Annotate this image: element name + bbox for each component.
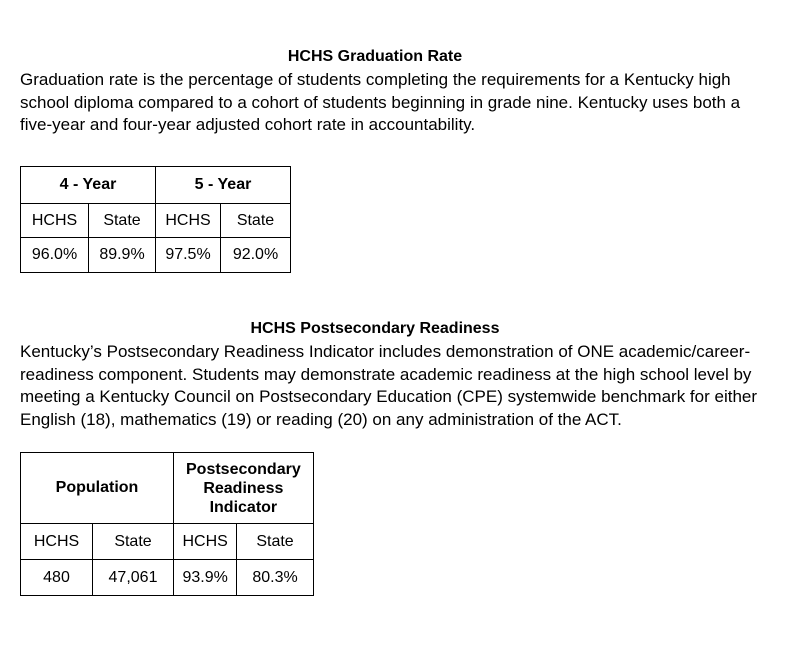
subheader-hchs-population: HCHS [21, 524, 93, 560]
graduation-table [20, 166, 291, 273]
value-state-population: 47,061 [93, 560, 174, 596]
readiness-section [20, 319, 760, 586]
value-hchs-5yr: 97.5% [156, 238, 221, 273]
value-hchs-4yr: 96.0% [21, 238, 89, 273]
value-state-5yr: 92.0% [221, 238, 291, 273]
subheader-hchs-5yr: HCHS [156, 204, 221, 238]
group-header-5-year: 5 - Year [156, 167, 291, 204]
value-hchs-population: 480 [21, 560, 93, 596]
value-hchs-indicator: 93.9% [174, 560, 237, 596]
value-state-indicator: 80.3% [237, 560, 313, 596]
table-header-row [21, 167, 291, 204]
group-header-population: Population [21, 453, 174, 524]
group-header-readiness-indicator: Postsecondary Readiness Indicator [174, 453, 314, 524]
table-subheader-row [21, 524, 314, 560]
readiness-description: Kentucky’s Postsecondary Readiness Indicator includes demonstration of ONE academic/career-readiness component. Students may demonstrate academic readiness at the high school level by meeting a Kentucky Council on Postsecondary Education (CPE) systemwide benchmark for either English (18), mathematics (19) or reading (20) on any administration of the ACT. [20, 342, 758, 429]
subheader-state-indicator: State [237, 524, 313, 560]
subheader-state-population: State [93, 524, 174, 560]
graduation-description: Graduation rate is the percentage of students completing the requirements for a Kentucky high school diploma compared to a cohort of students beginning in grade nine. Kentucky uses both a five-year and four-year adjusted cohort rate in accountability. [20, 70, 741, 134]
subheader-hchs-4yr: HCHS [21, 204, 89, 238]
subheader-state-5yr: State [221, 204, 291, 238]
group-header-4-year: 4 - Year [21, 167, 156, 204]
graduation-title: HCHS Graduation Rate [287, 48, 463, 65]
subheader-state-4yr: State [89, 204, 156, 238]
table-subheader-row [21, 204, 291, 238]
table-row [21, 560, 314, 596]
subheader-hchs-indicator: HCHS [174, 524, 237, 560]
graduation-section [20, 47, 760, 263]
readiness-table [20, 452, 314, 596]
table-row [21, 238, 291, 273]
value-state-4yr: 89.9% [89, 238, 156, 273]
table-header-row [21, 453, 314, 524]
readiness-title: HCHS Postsecondary Readiness [250, 320, 500, 337]
